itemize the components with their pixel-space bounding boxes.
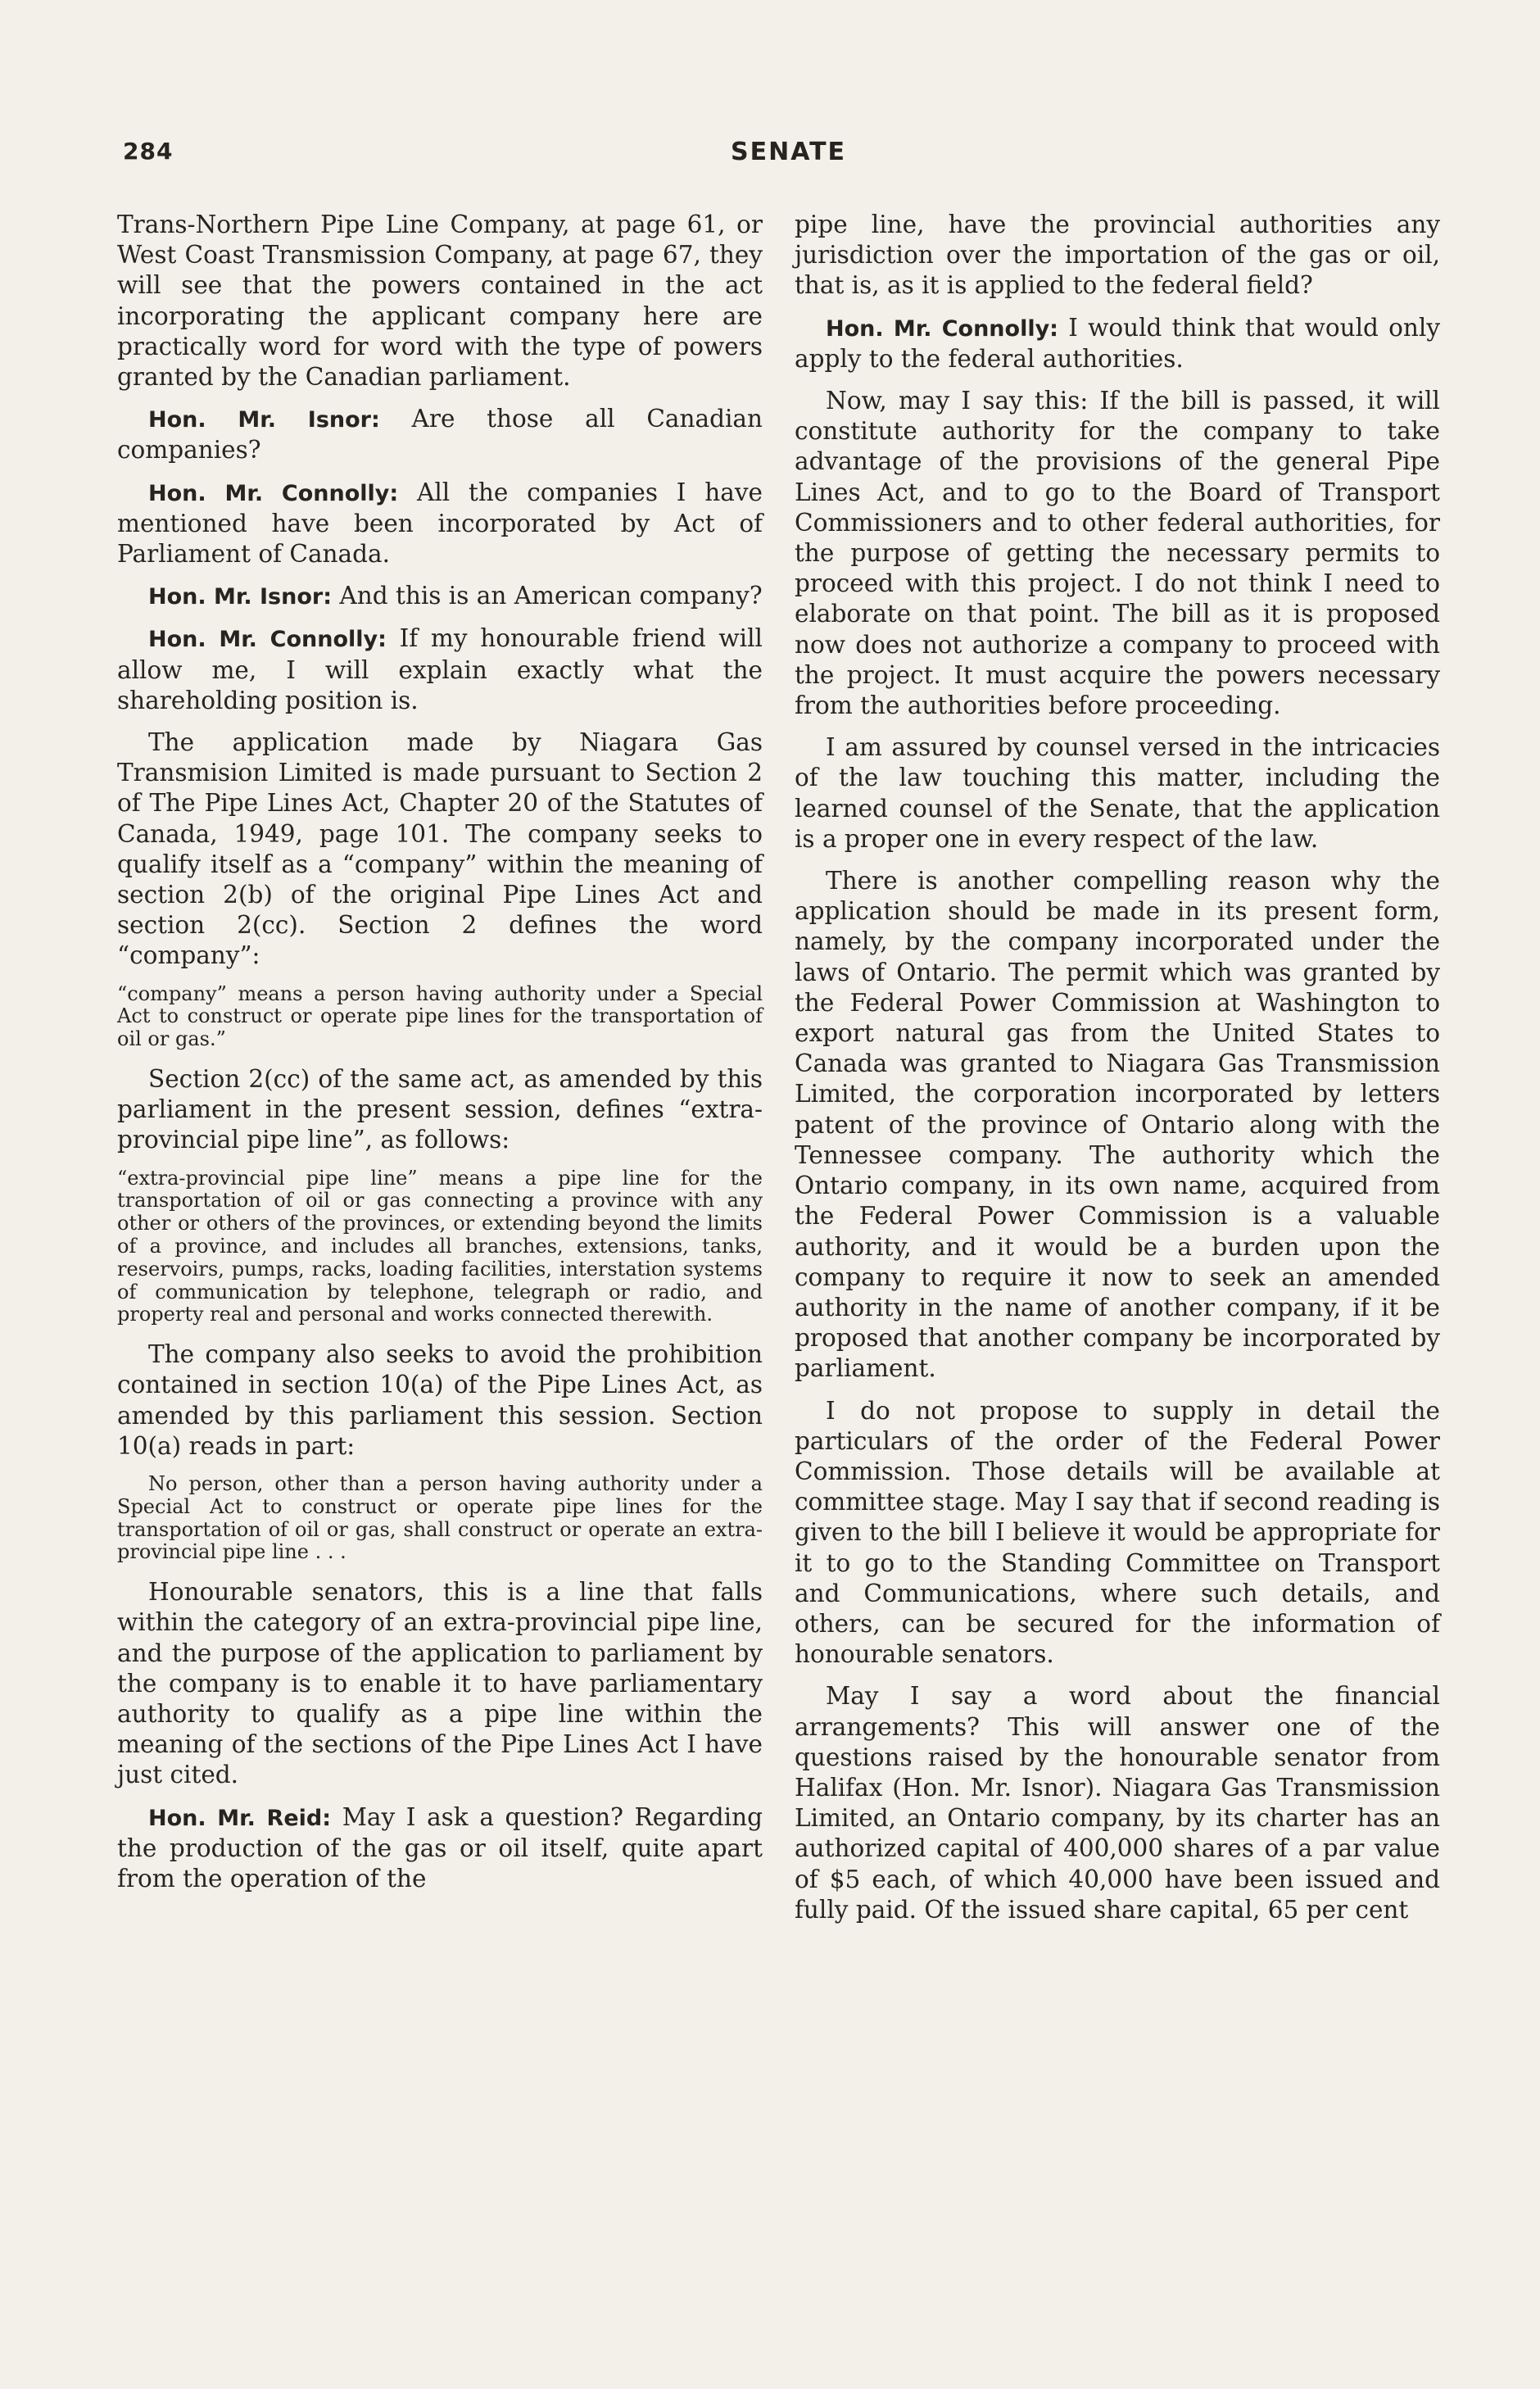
paragraph: [117, 404, 763, 465]
speaker-name: Hon. Mr. Connolly:: [826, 315, 1058, 342]
right-column: [795, 210, 1440, 1937]
paragraph: [117, 210, 763, 392]
paragraph-text: I do not propose to supply in detail the particulars of the order of the Federal Power Commission. Those details will be available at committee stage. May I say that if second reading is given to the bill I believe it would be appropriate for it to go to the Standing Committee on Transport and Communications, where such details, and others, can be secured for the information of honourable senators.: [795, 1396, 1440, 1669]
left-column: [117, 210, 763, 1906]
paragraph-text: Are those all Canadian companies?: [117, 405, 763, 465]
paragraph-text: And this is an American company?: [339, 582, 763, 610]
paragraph: [117, 728, 763, 972]
running-head: SENATE: [731, 138, 847, 166]
paragraph-text: pipe line, have the provincial authorities any jurisdiction over the importation of the gas or oil, that is, as it is applied to the federal field?: [795, 211, 1440, 300]
paragraph-text: Honourable senators, this is a line that falls within the category of an extra-provincial pipe line, and the purpose of the application to parliament by the company is to enable it to have parliamentary authority to qualify as a pipe line within the meaning of the sections of the Pipe Lines Act I have just cited.: [117, 1578, 763, 1789]
paragraph: [795, 1396, 1440, 1670]
speaker-name: Hon. Mr. Isnor:: [148, 407, 380, 433]
block-quote: No person, other than a person having authority under a Special Act to construct or operate pipe lines for the transportation of oil or gas, shall construct or operate an extra-provincial pipe line . . .: [117, 1472, 763, 1564]
speaker-name: Hon. Mr. Isnor:: [148, 584, 333, 610]
paragraph: [117, 581, 763, 612]
speaker-name: Hon. Mr. Connolly:: [148, 627, 387, 653]
page-header: [123, 138, 1458, 187]
paragraph-text: May I say a word about the financial arrangements? This will answer one of the questions raised by the honourable senator from Halifax (Hon. Mr. Isnor). Niagara Gas Transmission Limited, an Ontario company, by its charter has an authorized capital of 400,000 shares of a par value of $5 each, of which 40,000 have been issued and fully paid. Of the issued share capital, 65 per cent: [795, 1682, 1440, 1924]
paragraph-text: I am assured by counsel versed in the intricacies of the law touching this matter, including the learned counsel of the Senate, that the application is a proper one in every respect of the law.: [795, 733, 1440, 853]
paragraph-text: I would think that would only apply to the federal authorities.: [795, 313, 1440, 373]
paragraph: [795, 1681, 1440, 1925]
paragraph-text: The application made by Niagara Gas Transmision Limited is made pursuant to Section 2 of The Pipe Lines Act, Chapter 20 of the Statutes of Canada, 1949, page 101. The company seeks to qualify itself as a “company” within the meaning of section 2(b) of the original Pipe Lines Act and section 2(cc). Section 2 defines the word “company”:: [117, 728, 763, 970]
paragraph-text: Trans-Northern Pipe Line Company, at page 61, or West Coast Transmission Company, at page 67, they will see that the powers contained in the act incorporating the applicant company here are practically word for word with the type of powers granted by the Canadian parliament.: [117, 211, 763, 392]
paragraph-text: Section 2(cc) of the same act, as amended by this parliament in the present session, defines “extra-provincial pipe line”, as follows:: [117, 1065, 763, 1154]
speaker-name: Hon. Mr. Reid:: [148, 1805, 332, 1831]
paragraph-text: Now, may I say this: If the bill is passed, it will constitute authority for the company to take advantage of the provisions of the general Pipe Lines Act, and to go to the Board of Transport Commissioners and to other federal authorities, for the purpose of getting the necessary permits to proceed with this project. I do not think I need to elaborate on that point. The bill as it is proposed now does not authorize a company to proceed with the project. It must acquire the powers necessary from the authorities before proceeding.: [795, 387, 1440, 720]
page-number: 284: [123, 138, 174, 165]
paragraph: [117, 1064, 763, 1156]
paragraph: [795, 210, 1440, 301]
paragraph: [795, 313, 1440, 374]
paragraph: [117, 1577, 763, 1790]
paragraph-text: If my honourable friend will allow me, I will explain exactly what the shareholding position is.: [117, 624, 763, 714]
paragraph: [117, 478, 763, 570]
paragraph-text: The company also seeks to avoid the prohibition contained in section 10(a) of the Pipe Lines Act, as amended by this parliament this session. Section 10(a) reads in part:: [117, 1340, 763, 1460]
paragraph: [117, 623, 763, 716]
block-quote: “company” means a person having authority under a Special Act to construct or operate pipe lines for the transportation of oil or gas.”: [117, 981, 763, 1051]
speaker-name: Hon. Mr. Connolly:: [148, 480, 399, 506]
paragraph: [117, 1802, 763, 1895]
paragraph: [795, 866, 1440, 1384]
paragraph: [795, 732, 1440, 855]
paragraph-text: There is another compelling reason why the application should be made in its present form, namely, by the company incorporated under the laws of Ontario. The permit which was granted by the Federal Power Commission at Washington to export natural gas from the United States to Canada was granted to Niagara Gas Transmission Limited, the corporation incorporated by letters patent of the province of Ontario along with the Tennessee company. The authority which the Ontario company, in its own name, acquired from the Federal Power Commission is a valuable authority, and it would be a burden upon the company to require it now to seek an amended authority in the name of another company, if it be proposed that another company be incorporated by parliament.: [795, 867, 1440, 1383]
block-quote: “extra-provincial pipe line” means a pipe line for the transportation of oil or gas connecting a province with any other or others of the provinces, or extending beyond the limits of a province, and includes all branches, extensions, tanks, reservoirs, pumps, racks, loading facilities, interstation systems of communication by telephone, telegraph or radio, and property real and personal and works connected therewith.: [117, 1166, 763, 1326]
paragraph: [117, 1340, 763, 1462]
paragraph-text: All the companies I have mentioned have been incorporated by Act of Parliament of Canada.: [117, 478, 763, 569]
paragraph: [795, 386, 1440, 721]
paragraph-text: May I ask a question? Regarding the production of the gas or oil itself, quite apart from the operation of the: [117, 1802, 763, 1893]
